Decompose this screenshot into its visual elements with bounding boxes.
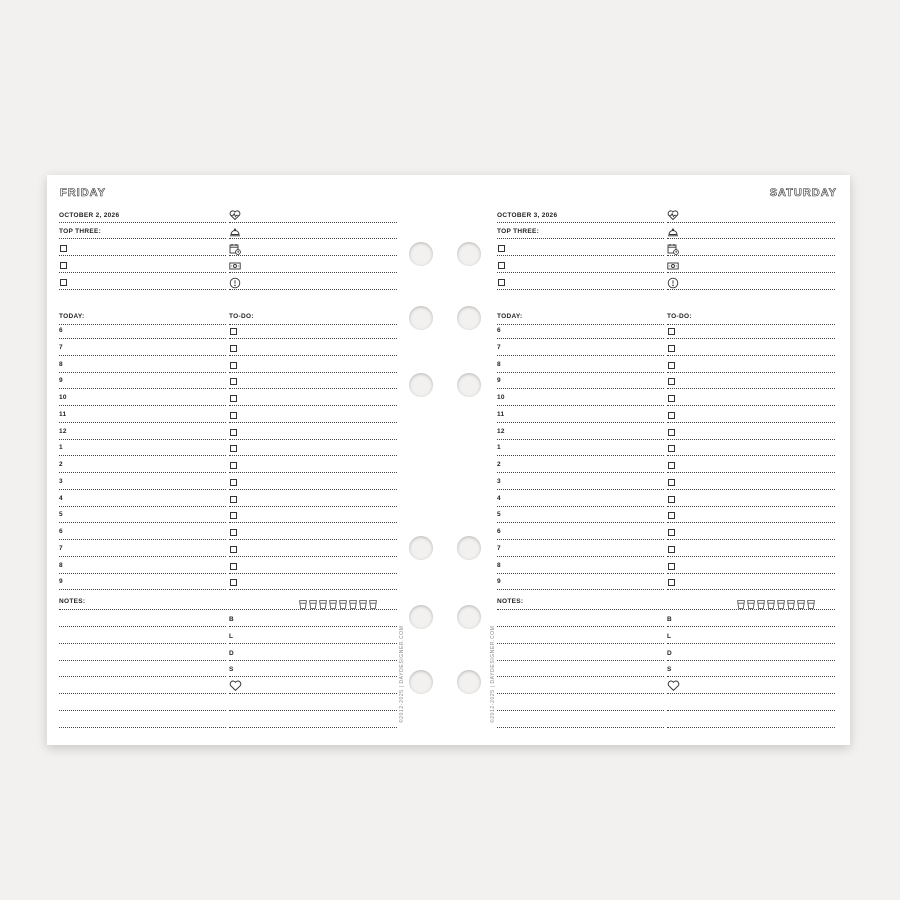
hour-line xyxy=(59,489,226,490)
hour-line xyxy=(497,455,664,456)
hour-label: 12 xyxy=(497,427,505,435)
hour-label: 9 xyxy=(497,377,501,385)
water-glass-icon[interactable] xyxy=(757,596,765,605)
todo-header-line xyxy=(229,324,397,325)
hour-label: 10 xyxy=(497,394,505,401)
todo-line xyxy=(229,472,397,473)
water-glass-icon[interactable] xyxy=(797,596,805,605)
copyright-left: ©2012-2025 | DAYDESIGNER.COM xyxy=(399,625,405,723)
hour-line xyxy=(59,589,226,590)
todo-checkbox[interactable] xyxy=(668,496,675,503)
hour-label: 9 xyxy=(497,578,501,586)
heart-icon xyxy=(229,679,242,697)
top-three-checkbox[interactable] xyxy=(60,262,67,269)
todo-line xyxy=(229,589,397,590)
hour-label: 8 xyxy=(497,360,501,368)
calendar-clock-icon xyxy=(229,242,241,260)
planner-paper xyxy=(47,175,850,745)
binder-hole xyxy=(457,605,481,629)
hour-line xyxy=(497,556,664,557)
hour-line xyxy=(497,405,664,406)
meal-line xyxy=(229,643,397,644)
meal-label-l: L xyxy=(667,632,672,640)
date-label-left: OCTOBER 2, 2026 xyxy=(59,212,120,219)
todo-line xyxy=(229,355,397,356)
hour-line xyxy=(59,439,226,440)
water-glass-icon[interactable] xyxy=(299,596,307,605)
binder-hole xyxy=(409,605,433,629)
tracker-line xyxy=(229,272,397,273)
binder-hole xyxy=(409,242,433,266)
todo-checkbox[interactable] xyxy=(230,496,237,503)
hour-label: 10 xyxy=(59,394,67,401)
todo-line xyxy=(229,388,397,389)
hour-label: 4 xyxy=(497,494,501,502)
tracker-line xyxy=(667,289,835,290)
water-glass-icon[interactable] xyxy=(329,596,337,605)
meal-line xyxy=(667,693,835,694)
todo-checkbox[interactable] xyxy=(668,412,675,419)
hour-label: 6 xyxy=(59,528,63,535)
info-icon xyxy=(667,276,679,294)
info-icon xyxy=(229,276,241,294)
hour-label: 5 xyxy=(59,511,63,519)
hour-line xyxy=(497,539,664,540)
todo-line xyxy=(229,455,397,456)
top-three-item-line xyxy=(497,255,664,256)
today-label-right: TODAY: xyxy=(497,313,523,320)
tracker-line xyxy=(667,238,835,239)
todo-line xyxy=(667,355,835,356)
hour-label: 5 xyxy=(497,511,501,519)
notes-header-line xyxy=(497,609,835,610)
hour-label: 11 xyxy=(497,410,505,418)
todo-checkbox[interactable] xyxy=(668,529,675,536)
meal-line xyxy=(229,660,397,661)
todo-checkbox[interactable] xyxy=(668,328,675,335)
hour-label: 9 xyxy=(59,578,63,586)
meal-line xyxy=(667,626,835,627)
water-glass-icon[interactable] xyxy=(349,596,357,605)
todo-checkbox[interactable] xyxy=(230,563,237,570)
todo-checkbox[interactable] xyxy=(668,512,675,519)
todo-line xyxy=(667,556,835,557)
money-icon xyxy=(229,259,241,277)
top-three-line-left xyxy=(59,238,226,239)
top-three-item-line xyxy=(59,255,226,256)
notes-line xyxy=(59,710,226,711)
todo-line xyxy=(229,422,397,423)
hour-line xyxy=(59,506,226,507)
todo-line xyxy=(667,439,835,440)
top-three-checkbox[interactable] xyxy=(60,279,67,286)
hour-line xyxy=(497,522,664,523)
notes-line xyxy=(497,693,664,694)
top-three-item-line xyxy=(59,272,226,273)
water-tracker xyxy=(299,596,377,605)
day-name-left: FRIDAY xyxy=(60,187,106,199)
hour-line xyxy=(497,472,664,473)
meal-line xyxy=(229,710,397,711)
hour-label: 7 xyxy=(59,544,63,552)
meal-line xyxy=(229,727,397,728)
notes-line xyxy=(59,676,226,677)
top-three-item-line xyxy=(497,272,664,273)
water-glass-icon[interactable] xyxy=(359,596,367,605)
hour-label: 3 xyxy=(59,477,63,485)
notes-header-line xyxy=(59,609,397,610)
todo-checkbox[interactable] xyxy=(668,395,675,402)
tracker-line xyxy=(229,289,397,290)
hour-label: 3 xyxy=(497,477,501,485)
meal-label-s: S xyxy=(229,666,234,674)
water-glass-icon[interactable] xyxy=(319,596,327,605)
notes-label-left: NOTES: xyxy=(59,598,86,605)
water-glass-icon[interactable] xyxy=(369,596,377,605)
cloche-icon xyxy=(229,225,241,243)
hour-label: 2 xyxy=(59,461,63,468)
water-glass-icon[interactable] xyxy=(807,596,815,605)
hour-line xyxy=(59,422,226,423)
notes-line xyxy=(497,676,664,677)
todo-line xyxy=(667,472,835,473)
top-three-line-right xyxy=(497,238,664,239)
todo-line xyxy=(667,388,835,389)
todo-checkbox[interactable] xyxy=(230,378,237,385)
tracker-line xyxy=(229,255,397,256)
todo-line xyxy=(667,522,835,523)
binder-hole xyxy=(409,670,433,694)
hour-line xyxy=(59,388,226,389)
todo-checkbox[interactable] xyxy=(230,445,237,452)
todo-line xyxy=(667,506,835,507)
meal-label-s: S xyxy=(667,666,672,674)
todo-line xyxy=(229,439,397,440)
hour-line xyxy=(59,539,226,540)
date-line-right xyxy=(497,222,664,223)
hour-line xyxy=(497,338,664,339)
hour-line xyxy=(59,338,226,339)
notes-line xyxy=(59,693,226,694)
hour-label: 7 xyxy=(497,343,501,351)
hour-line xyxy=(59,372,226,373)
hour-line xyxy=(497,489,664,490)
hour-label: 4 xyxy=(59,494,63,502)
todo-checkbox[interactable] xyxy=(230,412,237,419)
todo-checkbox[interactable] xyxy=(230,529,237,536)
todo-line xyxy=(667,338,835,339)
meal-line xyxy=(667,643,835,644)
todo-line xyxy=(229,539,397,540)
binder-hole xyxy=(457,670,481,694)
todo-checkbox[interactable] xyxy=(230,546,237,553)
todo-line xyxy=(667,422,835,423)
money-icon xyxy=(667,259,679,277)
heart-pulse-icon xyxy=(667,208,679,226)
binder-hole xyxy=(409,373,433,397)
water-glass-icon[interactable] xyxy=(767,596,775,605)
hour-line xyxy=(59,455,226,456)
todo-line xyxy=(229,556,397,557)
binder-hole xyxy=(457,242,481,266)
notes-label-right: NOTES: xyxy=(497,598,524,605)
hour-line xyxy=(497,355,664,356)
todo-line xyxy=(229,405,397,406)
binder-hole xyxy=(457,306,481,330)
todo-line xyxy=(667,405,835,406)
tracker-line xyxy=(229,222,397,223)
hour-line xyxy=(59,556,226,557)
notes-line xyxy=(497,660,664,661)
todo-checkbox[interactable] xyxy=(230,479,237,486)
today-header-line xyxy=(497,324,664,325)
notes-line xyxy=(497,727,664,728)
meal-line xyxy=(667,660,835,661)
todo-checkbox[interactable] xyxy=(668,479,675,486)
notes-line xyxy=(59,660,226,661)
date-label-right: OCTOBER 3, 2026 xyxy=(497,212,558,219)
heart-icon xyxy=(667,679,680,697)
todo-checkbox[interactable] xyxy=(230,429,237,436)
meal-line xyxy=(229,676,397,677)
binder-hole xyxy=(457,373,481,397)
water-tracker xyxy=(737,596,815,605)
top-three-checkbox[interactable] xyxy=(498,279,505,286)
todo-checkbox[interactable] xyxy=(230,345,237,352)
hour-label: 7 xyxy=(59,343,63,351)
notes-line xyxy=(59,727,226,728)
water-glass-icon[interactable] xyxy=(309,596,317,605)
notes-line xyxy=(497,643,664,644)
calendar-clock-icon xyxy=(667,242,679,260)
todo-line xyxy=(229,522,397,523)
hour-label: 6 xyxy=(497,327,501,334)
todo-checkbox[interactable] xyxy=(668,378,675,385)
todo-line xyxy=(229,338,397,339)
meal-label-d: D xyxy=(229,649,234,657)
hour-line xyxy=(59,522,226,523)
notes-line xyxy=(59,643,226,644)
hour-line xyxy=(497,422,664,423)
water-glass-icon[interactable] xyxy=(747,596,755,605)
todo-line xyxy=(667,539,835,540)
hour-line xyxy=(59,573,226,574)
hour-label: 6 xyxy=(59,327,63,334)
meal-label-b: B xyxy=(667,616,672,623)
hour-line xyxy=(59,355,226,356)
meal-label-b: B xyxy=(229,616,234,623)
todo-checkbox[interactable] xyxy=(230,579,237,586)
today-label-left: TODAY: xyxy=(59,313,85,320)
meal-label-d: D xyxy=(667,649,672,657)
meal-line xyxy=(667,710,835,711)
water-glass-icon[interactable] xyxy=(737,596,745,605)
todo-checkbox[interactable] xyxy=(230,462,237,469)
todo-checkbox[interactable] xyxy=(668,429,675,436)
todo-header-line xyxy=(667,324,835,325)
hour-label: 6 xyxy=(497,528,501,535)
hour-label: 8 xyxy=(497,561,501,569)
hour-label: 7 xyxy=(497,544,501,552)
top-three-checkbox[interactable] xyxy=(498,262,505,269)
tracker-line xyxy=(229,238,397,239)
hour-label: 2 xyxy=(497,461,501,468)
todo-checkbox[interactable] xyxy=(668,445,675,452)
top-three-checkbox[interactable] xyxy=(498,245,505,252)
hour-line xyxy=(497,388,664,389)
water-glass-icon[interactable] xyxy=(777,596,785,605)
todo-line xyxy=(229,372,397,373)
todo-line xyxy=(229,489,397,490)
hour-line xyxy=(497,589,664,590)
meal-line xyxy=(667,676,835,677)
hour-line xyxy=(497,506,664,507)
hour-line xyxy=(497,439,664,440)
binder-hole xyxy=(409,536,433,560)
notes-line xyxy=(497,710,664,711)
tracker-line xyxy=(667,222,835,223)
todo-label-left: TO-DO: xyxy=(229,313,254,320)
meal-line xyxy=(229,693,397,694)
hour-line xyxy=(59,405,226,406)
todo-checkbox[interactable] xyxy=(230,362,237,369)
top-three-item-line xyxy=(497,289,664,290)
notes-line xyxy=(59,626,226,627)
todo-checkbox[interactable] xyxy=(230,512,237,519)
todo-checkbox[interactable] xyxy=(668,563,675,570)
copyright-right: ©2012-2025 | DAYDESIGNER.COM xyxy=(490,625,496,723)
water-glass-icon[interactable] xyxy=(787,596,795,605)
hour-line xyxy=(497,372,664,373)
todo-checkbox[interactable] xyxy=(668,579,675,586)
meal-label-l: L xyxy=(229,632,234,640)
todo-label-right: TO-DO: xyxy=(667,313,692,320)
tracker-line xyxy=(667,255,835,256)
tracker-line xyxy=(667,272,835,273)
day-name-right: SATURDAY xyxy=(769,187,837,199)
todo-line xyxy=(667,573,835,574)
top-three-checkbox[interactable] xyxy=(60,245,67,252)
hour-label: 8 xyxy=(59,561,63,569)
date-line-left xyxy=(59,222,226,223)
binder-hole xyxy=(409,306,433,330)
water-glass-icon[interactable] xyxy=(339,596,347,605)
todo-checkbox[interactable] xyxy=(230,328,237,335)
top-three-item-line xyxy=(59,289,226,290)
hour-line xyxy=(59,472,226,473)
todo-line xyxy=(667,455,835,456)
meal-line xyxy=(667,727,835,728)
binder-hole xyxy=(457,536,481,560)
heart-pulse-icon xyxy=(229,208,241,226)
hour-label: 11 xyxy=(59,410,67,418)
todo-line xyxy=(229,573,397,574)
hour-label: 8 xyxy=(59,360,63,368)
hour-label: 1 xyxy=(497,444,501,452)
hour-label: 12 xyxy=(59,427,67,435)
todo-checkbox[interactable] xyxy=(230,395,237,402)
todo-line xyxy=(229,506,397,507)
todo-checkbox[interactable] xyxy=(668,345,675,352)
today-header-line xyxy=(59,324,226,325)
todo-checkbox[interactable] xyxy=(668,462,675,469)
meal-line xyxy=(229,626,397,627)
top-three-label-right: TOP THREE: xyxy=(497,228,540,235)
top-three-label-left: TOP THREE: xyxy=(59,228,102,235)
todo-line xyxy=(667,589,835,590)
hour-label: 1 xyxy=(59,444,63,452)
todo-line xyxy=(667,489,835,490)
hour-line xyxy=(497,573,664,574)
todo-checkbox[interactable] xyxy=(668,546,675,553)
cloche-icon xyxy=(667,225,679,243)
notes-line xyxy=(497,626,664,627)
todo-checkbox[interactable] xyxy=(668,362,675,369)
hour-label: 9 xyxy=(59,377,63,385)
todo-line xyxy=(667,372,835,373)
